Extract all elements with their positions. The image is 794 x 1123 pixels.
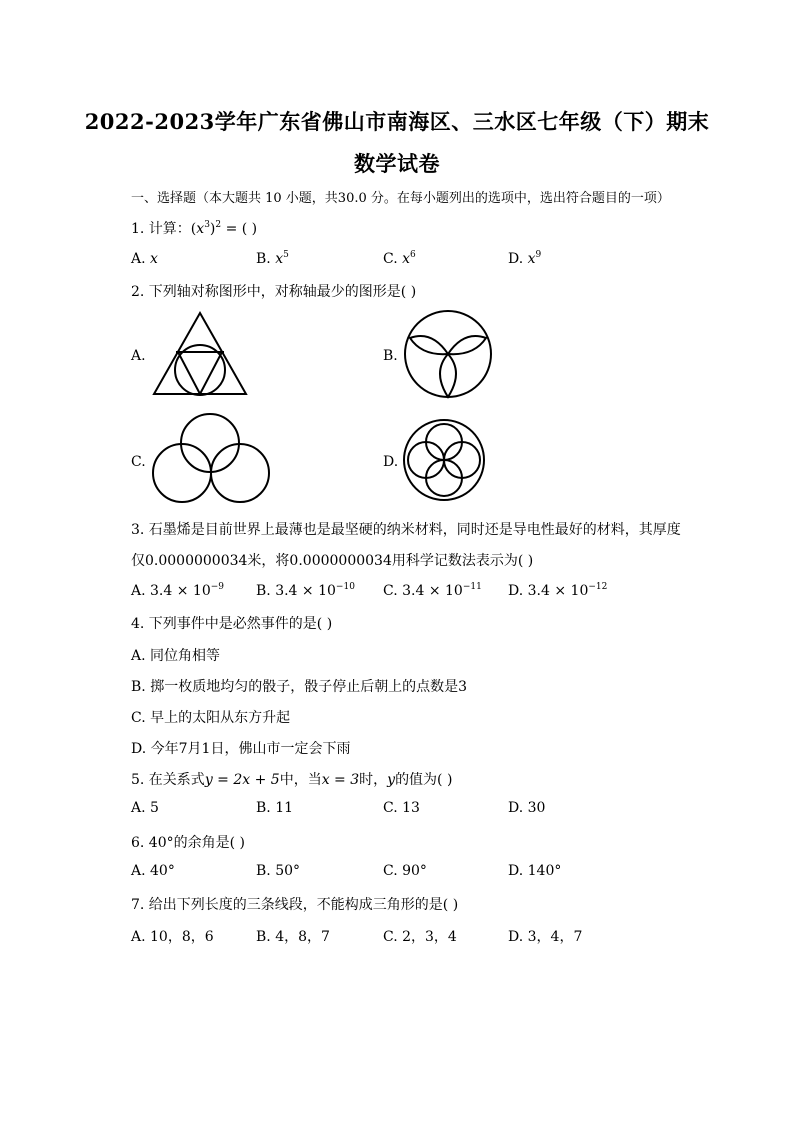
question-1-stem: 1. 计算：$(x^3)^2$ = ( ) bbox=[131, 220, 258, 237]
question-3-option-b[interactable]: B. $3.4 \times 10^{-10}$ bbox=[256, 582, 355, 599]
question-3-option-c[interactable]: C. $3.4 \times 10^{-11}$ bbox=[383, 582, 482, 599]
question-6-option-a[interactable]: A. 40° bbox=[131, 863, 175, 879]
triangle-circle-figure[interactable] bbox=[150, 310, 250, 396]
question-3-stem-line1: 3. 石墨烯是目前世界上最薄也是最坚硬的纳米材料，同时还是导电性最好的材料，其厚度 bbox=[131, 522, 681, 538]
question-4-option-d[interactable]: D. 今年7月1日，佛山市一定会下雨 bbox=[131, 741, 351, 757]
question-7-option-b[interactable]: B. 4，8，7 bbox=[256, 929, 330, 945]
question-2-label-c: C. bbox=[131, 454, 146, 470]
question-7-option-d[interactable]: D. 3，4，7 bbox=[508, 929, 583, 945]
question-6-option-d[interactable]: D. 140° bbox=[508, 863, 562, 879]
question-5-option-c[interactable]: C. 13 bbox=[383, 800, 420, 816]
exam-title-line1: 2022-2023学年广东省佛山市南海区、三水区七年级（下）期末 bbox=[84, 109, 710, 134]
question-6-stem: 6. 40°的余角是( ) bbox=[131, 835, 245, 851]
question-6-option-b[interactable]: B. 50° bbox=[256, 863, 301, 879]
question-1-option-d[interactable]: D. $x^9$ bbox=[508, 250, 542, 267]
question-3-option-a[interactable]: A. $3.4 \times 10^{-9}$ bbox=[131, 582, 225, 599]
question-4-option-c[interactable]: C. 早上的太阳从东方升起 bbox=[131, 710, 291, 726]
three-circles-figure[interactable] bbox=[150, 413, 272, 505]
question-5-stem: 5. 在关系式y = 2x + 5中，当x = 3时，y的值为( ) bbox=[131, 772, 453, 788]
question-4-stem: 4. 下列事件中是必然事件的是( ) bbox=[131, 616, 333, 632]
question-3-option-d[interactable]: D. $3.4 \times 10^{-12}$ bbox=[508, 582, 608, 599]
exam-title-line2: 数学试卷 bbox=[354, 151, 440, 176]
three-petal-circle-figure[interactable] bbox=[402, 308, 494, 400]
question-5-option-b[interactable]: B. 11 bbox=[256, 800, 294, 816]
question-2-label-d: D. bbox=[383, 454, 399, 470]
question-5-option-a[interactable]: A. 5 bbox=[131, 800, 159, 816]
four-circles-figure[interactable] bbox=[402, 418, 486, 502]
question-4-option-b[interactable]: B. 掷一枚质地均匀的骰子，骰子停止后朝上的点数是3 bbox=[131, 679, 468, 695]
question-2-stem: 2. 下列轴对称图形中，对称轴最少的图形是( ) bbox=[131, 284, 417, 300]
question-7-option-a[interactable]: A. 10，8，6 bbox=[131, 929, 214, 945]
question-5-option-d[interactable]: D. 30 bbox=[508, 800, 546, 816]
question-7-option-c[interactable]: C. 2，3，4 bbox=[383, 929, 457, 945]
question-3-stem-line2: 仅0.0000000034米，将0.0000000034用科学记数法表示为( ) bbox=[131, 553, 534, 569]
question-4-option-a[interactable]: A. 同位角相等 bbox=[131, 648, 221, 664]
section-heading: 一、选择题（本大题共 10 小题，共30.0 分。在每小题列出的选项中，选出符合题目的一项） bbox=[131, 191, 670, 206]
question-1-option-c[interactable]: C. $x^6$ bbox=[383, 250, 416, 267]
question-6-option-c[interactable]: C. 90° bbox=[383, 863, 427, 879]
question-1-option-a[interactable]: A. x bbox=[131, 251, 158, 267]
question-1-option-b[interactable]: B. $x^5$ bbox=[256, 250, 289, 267]
question-2-label-a: A. bbox=[131, 348, 146, 364]
question-2-label-b: B. bbox=[383, 348, 398, 364]
question-7-stem: 7. 给出下列长度的三条线段，不能构成三角形的是( ) bbox=[131, 897, 459, 913]
